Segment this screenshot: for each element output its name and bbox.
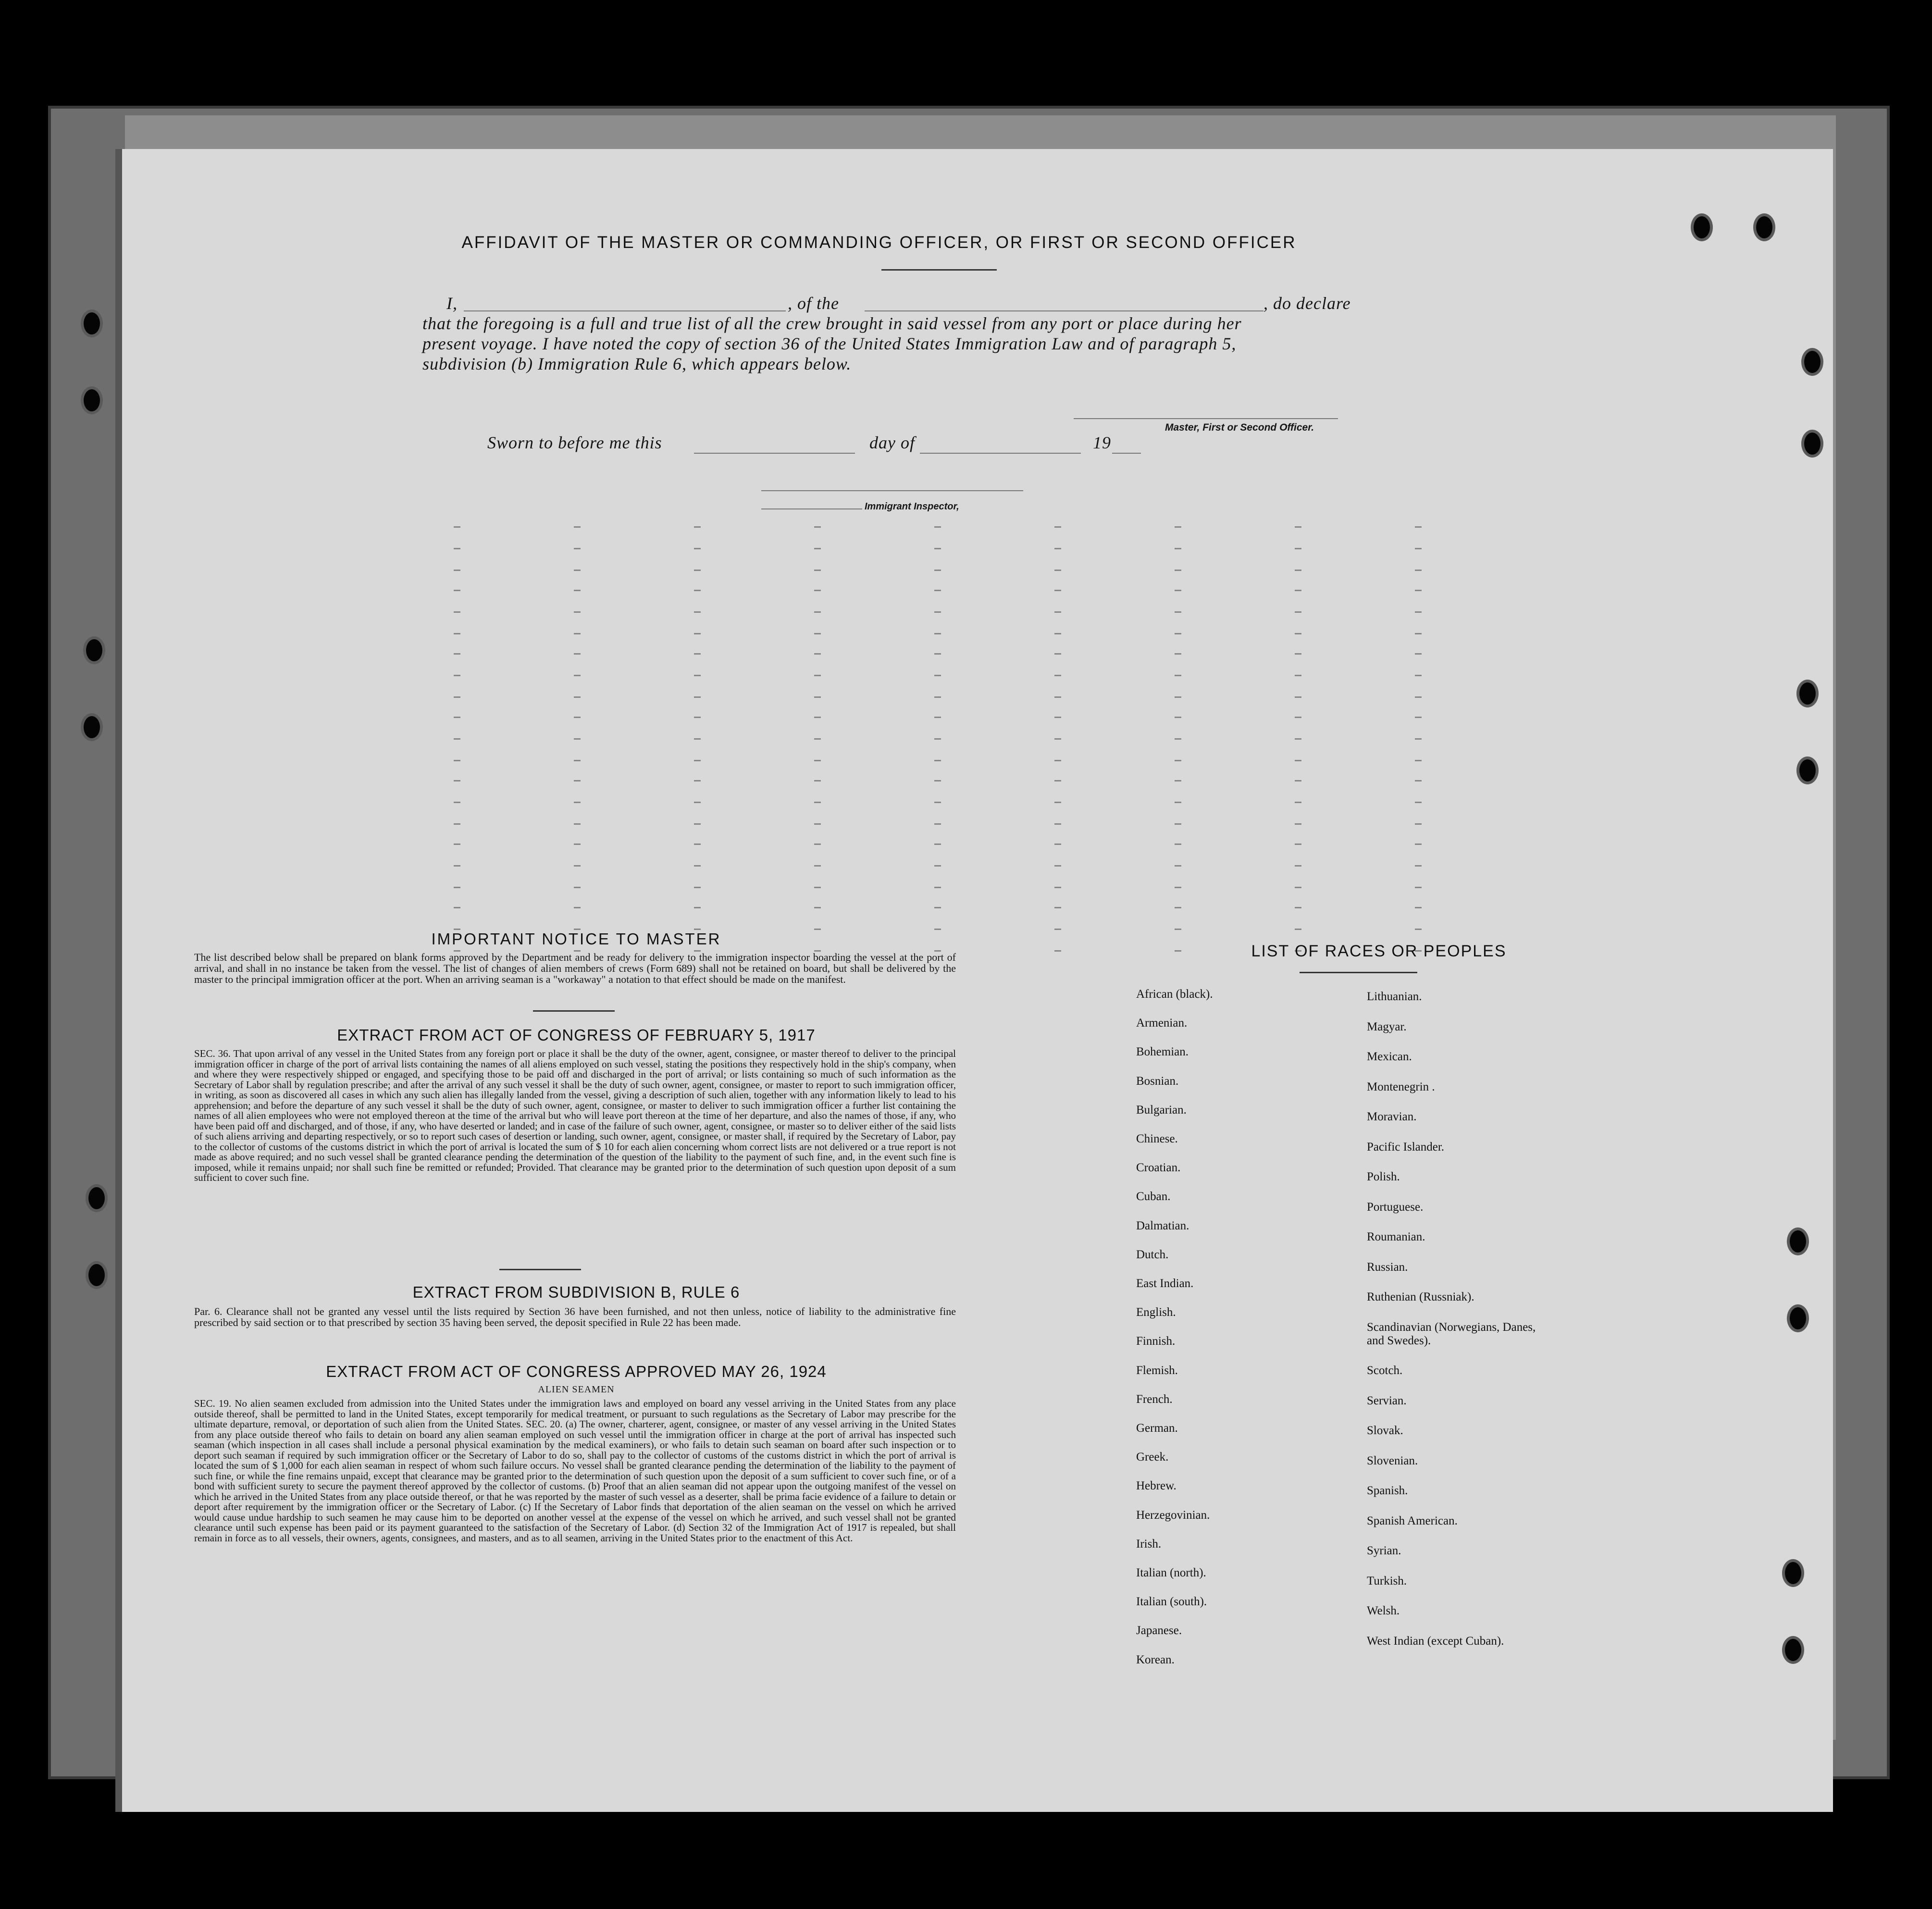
race-item: West Indian (except Cuban). <box>1367 1634 1504 1648</box>
faint-dash <box>1415 887 1422 888</box>
faint-dash <box>1415 865 1422 867</box>
faint-dash <box>1175 760 1181 761</box>
faint-dash <box>1295 780 1301 781</box>
race-item: Turkish. <box>1367 1574 1407 1587</box>
faint-dash <box>934 633 941 634</box>
faint-dash <box>1295 865 1301 867</box>
faint-dash <box>1175 717 1181 718</box>
faint-dash <box>1295 717 1301 718</box>
faint-dash <box>1054 823 1061 825</box>
faint-dash <box>694 611 701 613</box>
race-item: Welsh. <box>1367 1604 1400 1617</box>
faint-dash <box>694 823 701 825</box>
faint-dash <box>934 570 941 571</box>
race-item: Spanish American. <box>1367 1514 1458 1527</box>
race-item: Roumanian. <box>1367 1230 1425 1243</box>
race-item: Scandinavian (Norwegians, Danes, and Swedes). <box>1367 1320 1536 1347</box>
faint-dash <box>1415 611 1422 613</box>
faint-dash <box>814 802 821 803</box>
faint-dash <box>694 865 701 867</box>
faint-dash <box>1415 717 1422 718</box>
faint-dash <box>1415 760 1422 761</box>
race-item: Lithuanian. <box>1367 990 1422 1003</box>
faint-dash <box>1054 633 1061 634</box>
faint-dash <box>1295 696 1301 698</box>
faint-dash <box>934 611 941 613</box>
faint-dash <box>1054 738 1061 740</box>
faint-dash <box>1295 738 1301 740</box>
race-item: Portuguese. <box>1367 1200 1424 1214</box>
punch-hole-icon <box>1790 1230 1806 1252</box>
faint-dash <box>454 843 460 845</box>
signature-line <box>1074 418 1338 419</box>
race-item: Armenian. <box>1136 1016 1188 1030</box>
faint-dash <box>1054 526 1061 528</box>
faint-dash <box>454 717 460 718</box>
faint-dash <box>454 611 460 613</box>
race-item: Cuban. <box>1136 1190 1171 1203</box>
day-of-text: day of <box>869 433 915 452</box>
month-field-line <box>920 453 1081 454</box>
faint-dash <box>1295 843 1301 845</box>
signature-label: Master, First or Second Officer. <box>1165 422 1314 433</box>
faint-dash <box>454 780 460 781</box>
divider <box>881 269 997 271</box>
faint-dash <box>1175 907 1181 908</box>
faint-dash <box>1175 675 1181 676</box>
notice-text: The list described below shall be prepared on blank forms approved by the Department and be ready for delivery to the immigration inspector boarding the vessel at the port of arrival, and shall in no instance be taken from the vessel. The list of changes of alien members of crews (Form 689) shall not be retained on board, but shall be delivered by the master to the principal immigration officer at the port. When an arriving seaman is a "workaway" a notation to that effect should be made on the manifest. <box>194 951 956 985</box>
faint-dash <box>1175 696 1181 698</box>
day-field-line <box>694 453 855 454</box>
punch-hole-icon <box>1790 1307 1806 1329</box>
year-prefix: 19 <box>1093 433 1111 452</box>
faint-dash <box>694 590 701 591</box>
faint-dash <box>574 738 581 740</box>
faint-dash <box>1175 865 1181 867</box>
punch-hole-icon <box>1785 1562 1801 1584</box>
race-item: Polish. <box>1367 1170 1400 1183</box>
extract-1924-title: EXTRACT FROM ACT OF CONGRESS APPROVED MAY 26, 1924 <box>326 1363 827 1380</box>
race-item: Scotch. <box>1367 1364 1403 1377</box>
faint-dash <box>814 823 821 825</box>
faint-dash <box>1175 802 1181 803</box>
faint-dash <box>1054 611 1061 613</box>
faint-dash <box>454 675 460 676</box>
faint-dash <box>454 653 460 655</box>
race-item: Servian. <box>1367 1394 1407 1407</box>
affidavit-line-4: subdivision (b) Immigration Rule 6, which appears below. <box>422 354 852 373</box>
race-item: Montenegrin . <box>1367 1080 1435 1093</box>
race-item: Pacific Islander. <box>1367 1140 1445 1153</box>
faint-dash <box>934 675 941 676</box>
faint-dash <box>1295 675 1301 676</box>
faint-dash <box>1175 548 1181 549</box>
inspector-line-top <box>761 490 1023 491</box>
faint-dash <box>1175 887 1181 888</box>
race-item: Herzegovinian. <box>1136 1508 1210 1522</box>
faint-dash <box>1295 929 1301 930</box>
race-item: Croatian. <box>1136 1161 1181 1175</box>
faint-dash <box>574 887 581 888</box>
race-item: Dutch. <box>1136 1248 1169 1261</box>
faint-dash <box>1295 611 1301 613</box>
affidavit-line-3: present voyage. I have noted the copy of section 36 of the United States Immigration Law and of paragraph 5, <box>422 334 1237 353</box>
race-item: Finnish. <box>1136 1335 1176 1348</box>
faint-dash <box>574 590 581 591</box>
extract-1924-subtitle: ALIEN SEAMEN <box>538 1384 615 1395</box>
race-item: Mexican. <box>1367 1050 1412 1063</box>
faint-dash <box>694 887 701 888</box>
faint-dash <box>454 570 460 571</box>
race-item: Moravian. <box>1367 1110 1417 1123</box>
faint-dash <box>574 717 581 718</box>
faint-dash <box>1175 633 1181 634</box>
race-item: East Indian. <box>1136 1277 1194 1290</box>
faint-dash <box>934 865 941 867</box>
faint-dash <box>934 780 941 781</box>
faint-dash <box>934 823 941 825</box>
faint-dash <box>814 865 821 867</box>
faint-dash <box>694 675 701 676</box>
faint-dash <box>694 717 701 718</box>
faint-dash <box>574 633 581 634</box>
faint-dash <box>934 738 941 740</box>
faint-dash <box>454 907 460 908</box>
faint-dash <box>814 590 821 591</box>
punch-hole-icon <box>84 312 100 335</box>
race-item: Dalmatian. <box>1136 1219 1189 1232</box>
race-item: Italian (south). <box>1136 1595 1207 1609</box>
faint-dash <box>574 823 581 825</box>
faint-dash <box>1295 823 1301 825</box>
faint-dash <box>1295 633 1301 634</box>
faint-dash <box>1295 887 1301 888</box>
faint-dash <box>574 675 581 676</box>
faint-dash <box>574 526 581 528</box>
faint-dash <box>1415 907 1422 908</box>
faint-dash <box>934 843 941 845</box>
race-item: French. <box>1136 1392 1173 1406</box>
faint-dash <box>1415 653 1422 655</box>
faint-dash <box>1054 802 1061 803</box>
faint-dash <box>1415 633 1422 634</box>
faint-dash <box>1175 780 1181 781</box>
faint-dash <box>1415 548 1422 549</box>
faint-dash <box>814 570 821 571</box>
faint-dash <box>694 780 701 781</box>
race-item: African (black). <box>1136 988 1213 1001</box>
faint-dash <box>1175 590 1181 591</box>
inspector-label: Immigrant Inspector, <box>865 501 959 512</box>
faint-dash <box>574 611 581 613</box>
race-item: Slovenian. <box>1367 1454 1418 1467</box>
faint-dash <box>814 696 821 698</box>
faint-dash <box>694 570 701 571</box>
faint-dash <box>814 843 821 845</box>
faint-dash <box>1175 570 1181 571</box>
race-item: English. <box>1136 1306 1176 1319</box>
faint-dash <box>454 548 460 549</box>
extract-1917-text: SEC. 36. That upon arrival of any vessel in the United States from any foreign port or place it shall be the duty of the owner, agent, consignee, or master thereof to deliver to the principal immigration officer in charge of the port of arrival lists containing the names of all aliens employed on such vessel, stating the positions they respectively hold in the ship's company, when and where they were respectively shipped or engaged, and specifying those to be paid off and discharged in the port of arrival; or lists containing so much of such information as the Secretary of Labor shall by regulation prescribe; and after the arrival of any such vessel it shall be the duty of such owner, agent, consignee, or master to report to such immigration officer, in writing, as soon as discovered all cases in which any such alien has illegally landed from the vessel, giving a description of such alien, together with any information likely to lead to his apprehension; and before the departure of any such vessel it shall be the duty of such owner, agent, consignee, or master to deliver to such immigration officer a further list containing the names of all alien employees who were not employed thereon at the time of the arrival but who will leave port thereon at the time of her departure, and also the names of those, if any, who have been paid off and discharged, and of those, if any, who have deserted or landed; and in case of the failure of such owner, agent, consignee, or master so to deliver either of the said lists of such aliens arriving and departing respectively, or so to report such cases of desertion or landing, such owner, agent, consignee, or master shall, if required by the Secretary of Labor, pay to the collector of customs of the customs district in which the port of arrival is located the sum of $ 10 for each alien concerning whom correct lists are not delivered or a true report is not made as above required; and no such vessel shall be granted clearance pending the determination of the question of the liability to the payment of such fine, and, in the event such fine is imposed, while it remains unpaid; nor shall such fine be remitted or refunded; Provided. That clearance may be granted prior to the determination of such question upon deposit of a sum sufficient to cover such fine. <box>194 1048 956 1183</box>
faint-dash <box>694 907 701 908</box>
faint-dash <box>694 653 701 655</box>
faint-dash <box>1054 907 1061 908</box>
race-item: Korean. <box>1136 1653 1175 1666</box>
faint-dash <box>454 802 460 803</box>
punch-hole-icon <box>84 716 100 738</box>
extract-1917-title: EXTRACT FROM ACT OF CONGRESS OF FEBRUARY 5, 1917 <box>337 1026 816 1044</box>
race-item: Japanese. <box>1136 1624 1182 1637</box>
faint-dash <box>814 907 821 908</box>
faint-dash <box>934 887 941 888</box>
faint-dash <box>454 696 460 698</box>
race-item: Flemish. <box>1136 1364 1178 1377</box>
faint-dash <box>934 653 941 655</box>
race-item: Syrian. <box>1367 1544 1401 1557</box>
divider <box>1300 972 1417 973</box>
faint-dash <box>1295 526 1301 528</box>
faint-dash <box>574 653 581 655</box>
faint-dash <box>814 887 821 888</box>
faint-dash <box>934 802 941 803</box>
faint-dash <box>1054 696 1061 698</box>
faint-dash <box>454 738 460 740</box>
faint-dash <box>1295 653 1301 655</box>
faint-dash <box>454 526 460 528</box>
faint-dash <box>934 526 941 528</box>
faint-dash <box>574 780 581 781</box>
faint-dash <box>1415 843 1422 845</box>
faint-dash <box>1054 760 1061 761</box>
faint-dash <box>1415 696 1422 698</box>
faint-dash <box>814 780 821 781</box>
faint-dash <box>1295 760 1301 761</box>
faint-dash <box>1175 653 1181 655</box>
race-item: Bulgarian. <box>1136 1103 1187 1116</box>
faint-dash <box>1175 929 1181 930</box>
faint-dash <box>814 675 821 676</box>
faint-dash <box>1054 843 1061 845</box>
race-item: Hebrew. <box>1136 1479 1177 1493</box>
faint-dash <box>1295 907 1301 908</box>
faint-dash <box>1054 675 1061 676</box>
punch-hole-icon <box>1785 1639 1801 1661</box>
vessel-field-line <box>865 310 1263 311</box>
punch-hole-icon <box>1756 216 1772 238</box>
race-item: Chinese. <box>1136 1132 1178 1145</box>
rule-6-title: EXTRACT FROM SUBDIVISION B, RULE 6 <box>412 1283 740 1301</box>
affidavit-line-1 <box>446 293 1470 316</box>
faint-dash <box>814 760 821 761</box>
faint-dash <box>1054 570 1061 571</box>
faint-dash <box>814 738 821 740</box>
faint-dash <box>694 526 701 528</box>
faint-dash <box>694 696 701 698</box>
race-item: Irish. <box>1136 1537 1162 1550</box>
faint-dash <box>934 548 941 549</box>
faint-dash <box>1295 570 1301 571</box>
faint-dash <box>1415 570 1422 571</box>
faint-dash <box>934 717 941 718</box>
punch-hole-icon <box>1804 351 1821 373</box>
punch-hole-icon <box>1799 682 1816 705</box>
faint-dash <box>1054 653 1061 655</box>
faint-dash <box>454 760 460 761</box>
faint-dash <box>574 802 581 803</box>
punch-hole-icon <box>88 1264 105 1286</box>
faint-dash <box>814 548 821 549</box>
faint-dash <box>1175 950 1181 952</box>
faint-dash <box>694 802 701 803</box>
faint-dash <box>1054 887 1061 888</box>
race-item: Slovak. <box>1367 1424 1403 1437</box>
year-field-line <box>1112 453 1141 454</box>
punch-hole-icon <box>1804 433 1821 455</box>
extract-1924-text: SEC. 19. No alien seamen excluded from admission into the United States under the immigration laws and employed on board any vessel arriving in the United States from any place outside thereof, shall be permitted to land in the United States, except temporarily for medical treatment, or pursuant to such regulations as the Secretary of Labor may prescribe for the ultimate departure, removal, or deportation of such alien from the United States. SEC. 20. (a) The owner, charterer, agent, consignee, or master of any vessel arriving in the United States from any place outside thereof who fails to detain on board any alien seaman employed on such vessel until the immigration officer in charge at the port of arrival has inspected such seaman (which inspection in all cases shall include a personal physical examination by the medical examiners), or who fails to detain such seaman on board after such inspection or to deport such seaman if required by such immigration officer or the Secretary of Labor to do so, shall pay to the collector of customs of the customs district in which the port of arrival is located the sum of $ 1,000 for each alien seaman in respect of whom such failure occurs. No vessel shall be granted clearance pending the determination of the liability to the payment of such fine, or while the fine remains unpaid, except that clearance may be granted prior to the determination of such question upon the deposit of a sum sufficient to cover such fine, or of a bond with sufficient surety to secure the payment thereof approved by the collector of customs. (b) Proof that an alien seaman did not appear upon the outgoing manifest of the vessel on which he arrived in the United States from any place outside thereof, or that he was reported by the master of such vessel as a deserter, shall be prima facie evidence of a failure to detain or deport after requirement by the immigration officer or the Secretary of Labor. (c) If the Secretary of Labor finds that deportation of the alien seaman on the vessel on which he arrived would cause undue hardship to such seamen he may cause him to be deported on another vessel at the expense of the vessel on which he arrived, and such vessel shall not be granted clearance until such expense has been paid or its payment guaranteed to the satisfaction of the Secretary of Labor. (d) Section 32 of the Immigration Act of 1917 is repealed, but shall remain in force as to all vessels, their owners, agents, consignees, and masters, and as to all seamen, arriving in the United States prior to the enactment of this Act. <box>194 1398 956 1544</box>
faint-dash <box>1295 590 1301 591</box>
faint-dash <box>694 633 701 634</box>
faint-dash <box>1295 802 1301 803</box>
race-item: Italian (north). <box>1136 1566 1206 1579</box>
race-item: Spanish. <box>1367 1484 1408 1497</box>
faint-dash <box>694 760 701 761</box>
notice-title: IMPORTANT NOTICE TO MASTER <box>431 930 721 948</box>
faint-dash <box>934 590 941 591</box>
faint-dash <box>1054 717 1061 718</box>
document-sheet <box>115 149 1833 1812</box>
affidavit-line-2: that the foregoing is a full and true list of all the crew brought in said vessel from any port or place during her <box>422 314 1242 333</box>
punch-hole-icon <box>1799 759 1816 781</box>
faint-dash <box>1415 675 1422 676</box>
affidavit-line-1-start: I, <box>446 294 458 313</box>
faint-dash <box>1054 929 1061 930</box>
punch-hole-icon <box>84 389 100 411</box>
race-item: Bohemian. <box>1136 1045 1189 1059</box>
faint-dash <box>1415 929 1422 930</box>
faint-dash <box>1175 843 1181 845</box>
rule-6-text: Par. 6. Clearance shall not be granted any vessel until the lists required by Section 36 have been furnished, and not then unless, notice of liability to the administrative fine prescribed by said section or to that prescribed by section 35 having been served, the deposit specified in Rule 22 has been made. <box>194 1305 956 1328</box>
faint-dash <box>1415 526 1422 528</box>
faint-dash <box>814 717 821 718</box>
faint-dash <box>1415 823 1422 825</box>
affidavit-title: AFFIDAVIT OF THE MASTER OR COMMANDING OFFICER, OR FIRST OR SECOND OFFICER <box>461 233 1297 252</box>
faint-dash <box>1415 780 1422 781</box>
faint-dash <box>694 738 701 740</box>
faint-dash <box>454 887 460 888</box>
faint-dash <box>1175 823 1181 825</box>
faint-dash <box>934 907 941 908</box>
faint-dash <box>934 760 941 761</box>
faint-dash <box>454 823 460 825</box>
affidavit-line-1-mid: , of the <box>788 294 839 313</box>
race-item: Magyar. <box>1367 1020 1407 1033</box>
faint-dash <box>1415 802 1422 803</box>
faint-dash <box>1415 738 1422 740</box>
faint-dash <box>694 843 701 845</box>
faint-dash <box>574 865 581 867</box>
races-title: LIST OF RACES OR PEOPLES <box>1251 942 1507 960</box>
faint-dash <box>1054 865 1061 867</box>
punch-hole-icon <box>1694 216 1710 238</box>
name-field-line <box>464 310 786 311</box>
faint-dash <box>1295 548 1301 549</box>
faint-dash <box>1054 780 1061 781</box>
faint-dash <box>814 526 821 528</box>
faint-dash <box>1175 526 1181 528</box>
faint-dash <box>454 865 460 867</box>
race-item: German. <box>1136 1422 1178 1435</box>
faint-dash <box>574 760 581 761</box>
faint-dash <box>574 696 581 698</box>
faint-dash <box>1054 548 1061 549</box>
race-item: Ruthenian (Russniak). <box>1367 1290 1474 1303</box>
faint-dash <box>814 611 821 613</box>
affidavit-line-1-end: , do declare <box>1263 294 1351 313</box>
faint-dash <box>574 570 581 571</box>
inspector-line <box>761 508 862 509</box>
faint-dash <box>1175 611 1181 613</box>
faint-dash <box>1415 590 1422 591</box>
faint-dash <box>454 590 460 591</box>
faint-dash <box>574 843 581 845</box>
divider <box>499 1269 581 1270</box>
punch-hole-icon <box>86 639 102 661</box>
faint-dash <box>1175 738 1181 740</box>
race-item: Russian. <box>1367 1260 1408 1274</box>
faint-dash <box>1054 950 1061 952</box>
faint-dash <box>1054 590 1061 591</box>
divider <box>533 1010 615 1012</box>
faint-dash <box>454 633 460 634</box>
sworn-text: Sworn to before me this <box>487 433 662 452</box>
faint-dash <box>694 548 701 549</box>
faint-dash <box>814 633 821 634</box>
faint-dash <box>814 653 821 655</box>
race-item: Bosnian. <box>1136 1074 1179 1088</box>
faint-dash <box>574 907 581 908</box>
faint-dash <box>574 548 581 549</box>
race-item: Greek. <box>1136 1450 1169 1464</box>
punch-hole-icon <box>88 1187 105 1209</box>
faint-dash <box>934 696 941 698</box>
